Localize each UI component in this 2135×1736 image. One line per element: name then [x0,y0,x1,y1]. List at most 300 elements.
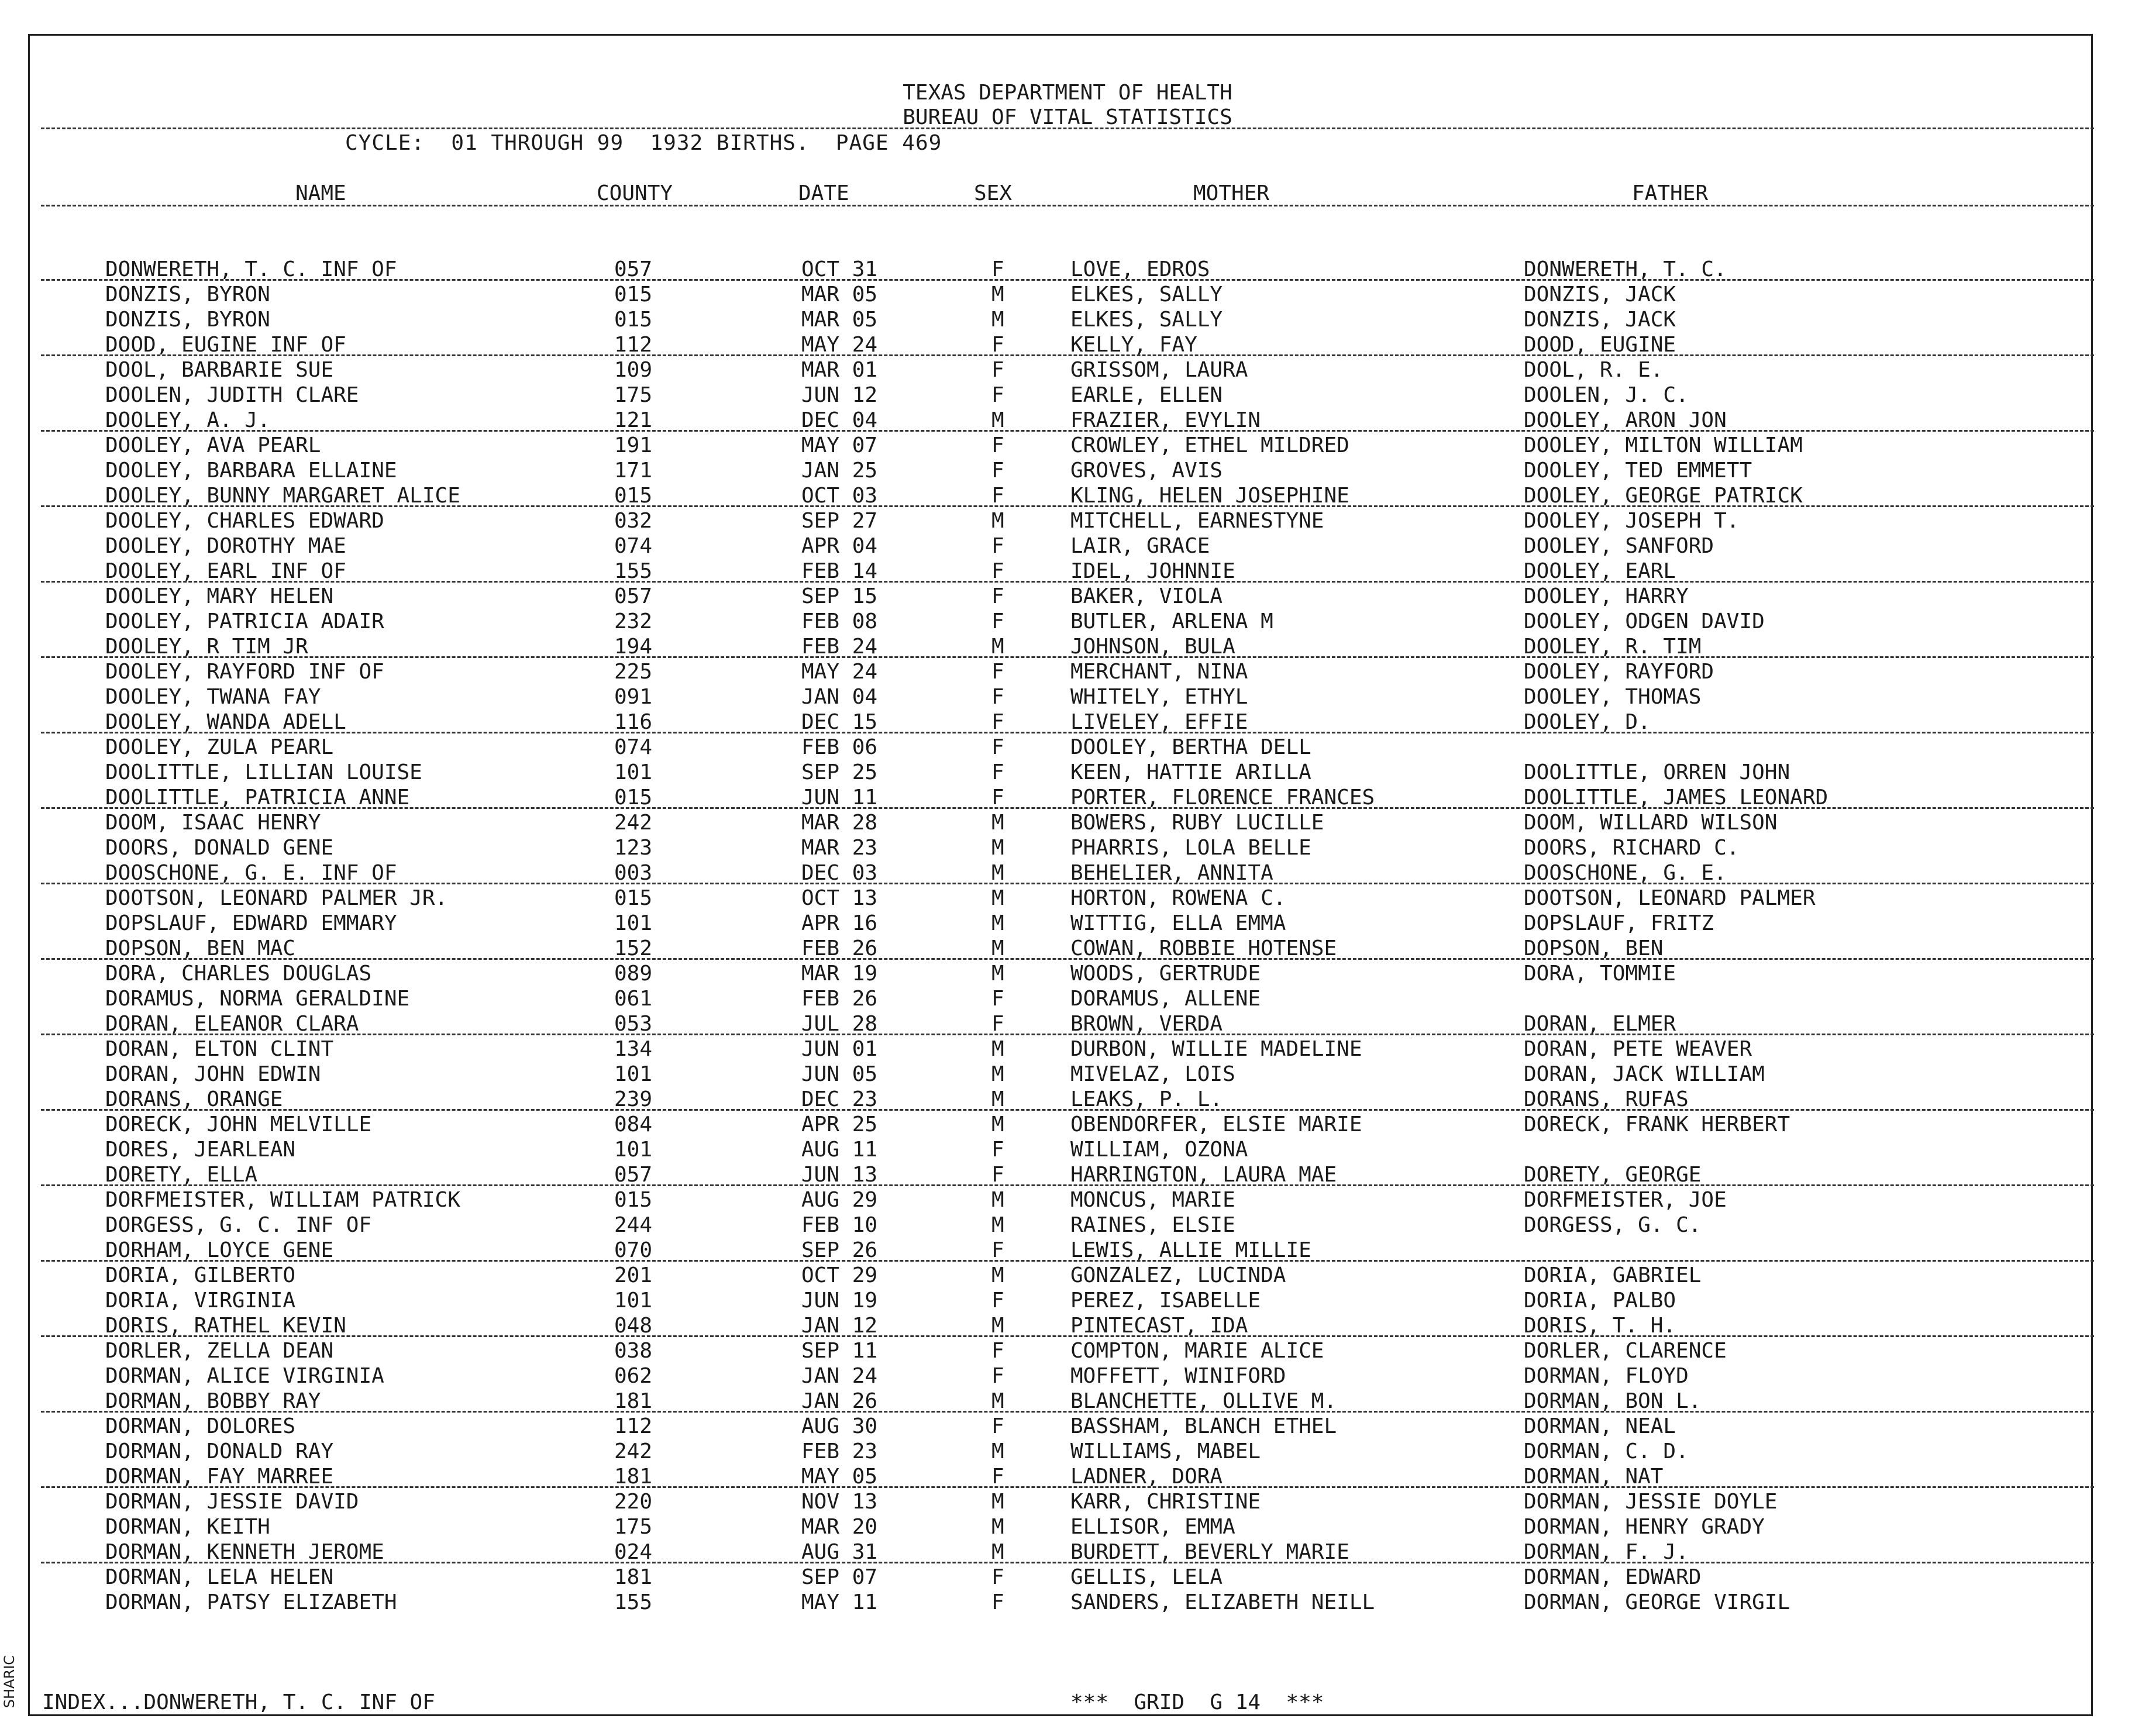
cell-sex: M [991,1263,1004,1287]
cell-date: SEP 07 [801,1565,878,1589]
cell-sex: F [991,1565,1004,1589]
cell-father: DORMAN, C. D. [1524,1439,1689,1463]
cell-sex: M [991,1389,1004,1413]
cell-sex: M [991,962,1004,986]
cell-sex: M [991,509,1004,533]
cell-county: 239 [614,1087,653,1111]
cell-father: DOPSLAUF, FRITZ [1524,911,1714,935]
row-rule [41,807,2094,809]
cell-father: DOOLITTLE, JAMES LEONARD [1524,786,1828,810]
cell-father: DORMAN, NEAL [1524,1414,1676,1438]
cell-county: 116 [614,710,653,734]
cell-county: 015 [614,1188,653,1212]
cell-mother: JOHNSON, BULA [1070,635,1235,659]
cell-name: DOOLEY, AVA PEARL [105,433,321,457]
cell-mother: WOODS, GERTRUDE [1070,962,1261,986]
cell-father: DOOLEY, HARRY [1524,584,1689,608]
cell-name: DOOM, ISAAC HENRY [105,811,321,835]
cell-mother: DORAMUS, ALLENE [1070,987,1261,1011]
cell-mother: WITTIG, ELLA EMMA [1070,911,1286,935]
cell-county: 175 [614,383,653,407]
cell-father: DORA, TOMMIE [1524,962,1676,986]
cell-sex: F [991,1414,1004,1438]
cycle-line: CYCLE: 01 THROUGH 99 1932 BIRTHS. PAGE 469 [345,131,942,155]
cell-date: NOV 13 [801,1490,878,1514]
cell-sex: F [991,1364,1004,1388]
cell-county: 181 [614,1389,653,1413]
cell-sex: M [991,1490,1004,1514]
cell-mother: WILLIAMS, MABEL [1070,1439,1261,1463]
cell-date: JUL 28 [801,1012,878,1036]
cell-name: DORMAN, DOLORES [105,1414,296,1438]
cell-sex: F [991,735,1004,759]
cell-date: JAN 12 [801,1314,878,1338]
cell-sex: F [991,358,1004,382]
table-row [0,811,2135,836]
cell-father: DONWERETH, T. C. [1524,257,1727,281]
cell-county: 181 [614,1465,653,1489]
cell-father: DOOD, EUGINE [1524,333,1676,357]
cell-date: APR 04 [801,534,878,558]
cell-date: JUN 19 [801,1289,878,1313]
cell-county: 175 [614,1515,653,1539]
cell-name: DOOTSON, LEONARD PALMER JR. [105,886,448,910]
cell-father: DORMAN, BON L. [1524,1389,1702,1413]
table-row [0,735,2135,760]
cell-sex: F [991,484,1004,508]
cell-date: FEB 24 [801,635,878,659]
table-row [0,911,2135,936]
cell-name: DONZIS, BYRON [105,308,270,332]
cell-sex: F [991,1289,1004,1313]
cell-date: MAY 05 [801,1465,878,1489]
cell-name: DOOLEY, BUNNY MARGARET ALICE [105,484,460,508]
cell-sex: M [991,1087,1004,1111]
cell-mother: LIVELEY, EFFIE [1070,710,1248,734]
cell-mother: BROWN, VERDA [1070,1012,1223,1036]
cell-date: APR 16 [801,911,878,935]
cell-sex: F [991,660,1004,684]
cell-date: OCT 03 [801,484,878,508]
cell-mother: GELLIS, LELA [1070,1565,1223,1589]
cell-sex: F [991,710,1004,734]
cell-sex: F [991,534,1004,558]
cell-mother: PORTER, FLORENCE FRANCES [1070,786,1375,810]
cell-father: DORANS, RUFAS [1524,1087,1689,1111]
cell-county: 155 [614,1590,653,1614]
cell-name: DORMAN, LELA HELEN [105,1565,334,1589]
table-row [0,1037,2135,1062]
table-row [0,1062,2135,1087]
cell-county: 057 [614,1163,653,1187]
cell-name: DOOLEY, A. J. [105,408,270,432]
cell-mother: WILLIAM, OZONA [1070,1138,1248,1162]
cell-father: DORMAN, HENRY GRADY [1524,1515,1765,1539]
cell-father: DORMAN, GEORGE VIRGIL [1524,1590,1790,1614]
cell-county: 003 [614,861,653,885]
cell-mother: MERCHANT, NINA [1070,660,1248,684]
cell-sex: F [991,685,1004,709]
cell-father: DORMAN, NAT [1524,1465,1664,1489]
row-rule [41,1034,2094,1035]
cell-name: DOOD, EUGINE INF OF [105,333,346,357]
row-rule [41,1335,2094,1337]
cell-mother: KLING, HELEN JOSEPHINE [1070,484,1349,508]
cell-name: DORETY, ELLA [105,1163,258,1187]
cell-county: 074 [614,534,653,558]
cell-name: DORMAN, PATSY ELIZABETH [105,1590,397,1614]
row-rule [41,883,2094,884]
row-rule [41,279,2094,281]
cell-date: SEP 25 [801,760,878,784]
cell-sex: F [991,333,1004,357]
cell-name: DORAN, ELTON CLINT [105,1037,334,1061]
table-row [0,534,2135,559]
cell-date: MAR 05 [801,308,878,332]
cell-father: DONZIS, JACK [1524,308,1676,332]
cell-sex: F [991,1163,1004,1187]
row-rule [41,581,2094,583]
table-row [0,308,2135,333]
cell-mother: PINTECAST, IDA [1070,1314,1248,1338]
cell-date: DEC 23 [801,1087,878,1111]
cell-name: DORMAN, ALICE VIRGINIA [105,1364,384,1388]
cell-mother: GROVES, AVIS [1070,459,1223,483]
cell-county: 225 [614,660,653,684]
cell-mother: SANDERS, ELIZABETH NEILL [1070,1590,1375,1614]
cell-mother: MOFFETT, WINIFORD [1070,1364,1286,1388]
cell-name: DONWERETH, T. C. INF OF [105,257,397,281]
cell-father: DONZIS, JACK [1524,283,1676,306]
cell-county: 242 [614,1439,653,1463]
cell-date: JUN 05 [801,1062,878,1086]
cell-mother: ELKES, SALLY [1070,308,1223,332]
cell-name: DOOLEN, JUDITH CLARE [105,383,359,407]
cell-county: 070 [614,1238,653,1262]
row-rule [41,354,2094,356]
cell-date: JAN 25 [801,459,878,483]
col-county: COUNTY [597,181,673,205]
cell-date: SEP 27 [801,509,878,533]
cell-county: 101 [614,1289,653,1313]
col-date: DATE [798,181,849,205]
table-row [0,383,2135,408]
cell-sex: F [991,1339,1004,1363]
table-row [0,836,2135,861]
cell-date: MAY 07 [801,433,878,457]
cell-father: DOOLEY, ODGEN DAVID [1524,609,1765,633]
cell-name: DORMAN, JESSIE DAVID [105,1490,359,1514]
header-rule [41,128,2094,129]
cell-county: 152 [614,936,653,960]
cell-date: JAN 26 [801,1389,878,1413]
cell-date: SEP 11 [801,1339,878,1363]
cell-date: FEB 23 [801,1439,878,1463]
cell-sex: M [991,283,1004,306]
cell-name: DORECK, JOHN MELVILLE [105,1112,372,1136]
cell-mother: BURDETT, BEVERLY MARIE [1070,1540,1349,1564]
cell-sex: F [991,584,1004,608]
cell-county: 015 [614,308,653,332]
cell-county: 074 [614,735,653,759]
cell-father: DOOM, WILLARD WILSON [1524,811,1778,835]
cell-sex: F [991,987,1004,1011]
table-row [0,509,2135,534]
cell-county: 057 [614,257,653,281]
cell-sex: F [991,1465,1004,1489]
cell-mother: BAKER, VIOLA [1070,584,1223,608]
cell-date: SEP 15 [801,584,878,608]
cell-county: 194 [614,635,653,659]
cell-name: DORAMUS, NORMA GERALDINE [105,987,410,1011]
cell-father: DOPSON, BEN [1524,936,1664,960]
cell-mother: DURBON, WILLIE MADELINE [1070,1037,1362,1061]
cell-sex: F [991,559,1004,583]
row-rule [41,505,2094,507]
cell-date: FEB 08 [801,609,878,633]
cell-mother: BASSHAM, BLANCH ETHEL [1070,1414,1337,1438]
cell-name: DOOLEY, WANDA ADELL [105,710,346,734]
cell-date: APR 25 [801,1112,878,1136]
cell-father: DOOLEY, R. TIM [1524,635,1702,659]
table-row [0,609,2135,635]
cell-mother: KELLY, FAY [1070,333,1197,357]
cell-mother: EARLE, ELLEN [1070,383,1223,407]
cell-county: 191 [614,433,653,457]
cell-mother: DOOLEY, BERTHA DELL [1070,735,1311,759]
cell-mother: COMPTON, MARIE ALICE [1070,1339,1324,1363]
cell-date: MAR 20 [801,1515,878,1539]
cell-sex: M [991,936,1004,960]
cell-name: DORHAM, LOYCE GENE [105,1238,334,1262]
header-line2: BUREAU OF VITAL STATISTICS [903,105,1232,129]
cell-date: MAR 01 [801,358,878,382]
cell-county: 181 [614,1565,653,1589]
table-row [0,459,2135,484]
cell-name: DORAN, JOHN EDWIN [105,1062,321,1086]
cell-name: DORIA, GILBERTO [105,1263,296,1287]
row-rule [41,430,2094,432]
cell-name: DORMAN, KENNETH JEROME [105,1540,384,1564]
cell-father: DOOLITTLE, ORREN JOHN [1524,760,1790,784]
cell-sex: M [991,1213,1004,1237]
cell-father: DORAN, JACK WILLIAM [1524,1062,1765,1086]
cell-sex: F [991,257,1004,281]
cell-date: DEC 03 [801,861,878,885]
cell-sex: F [991,433,1004,457]
cell-father: DOOLEY, RAYFORD [1524,660,1714,684]
cell-father: DORMAN, JESSIE DOYLE [1524,1490,1778,1514]
cell-date: MAY 24 [801,660,878,684]
row-rule [41,1260,2094,1262]
cell-name: DORMAN, KEITH [105,1515,270,1539]
cell-name: DOOLEY, ZULA PEARL [105,735,334,759]
cell-county: 032 [614,509,653,533]
table-row [0,1112,2135,1138]
cell-date: JUN 01 [801,1037,878,1061]
cell-mother: LOVE, EDROS [1070,257,1210,281]
cell-sex: F [991,1590,1004,1614]
cell-father: DOOLEY, THOMAS [1524,685,1702,709]
cell-father: DORAN, PETE WEAVER [1524,1037,1752,1061]
cell-county: 057 [614,584,653,608]
cell-name: DOOLEY, R TIM JR [105,635,308,659]
cell-county: 155 [614,559,653,583]
cell-father: DOOLEY, TED EMMETT [1524,459,1752,483]
cell-father: DORETY, GEORGE [1524,1163,1702,1187]
cell-mother: BOWERS, RUBY LUCILLE [1070,811,1324,835]
row-rule [41,958,2094,960]
cell-date: JUN 11 [801,786,878,810]
cell-mother: BEHELIER, ANNITA [1070,861,1273,885]
cell-date: MAY 24 [801,333,878,357]
cell-sex: M [991,861,1004,885]
cell-father: DORIA, PALBO [1524,1289,1676,1313]
cell-county: 038 [614,1339,653,1363]
cell-name: DORA, CHARLES DOUGLAS [105,962,372,986]
cell-name: DOOLEY, EARL INF OF [105,559,346,583]
header-line1: TEXAS DEPARTMENT OF HEALTH [903,81,1232,105]
cell-mother: PHARRIS, LOLA BELLE [1070,836,1311,860]
cell-sex: F [991,1138,1004,1162]
cell-county: 024 [614,1540,653,1564]
row-rule [41,1486,2094,1488]
cell-mother: LADNER, DORA [1070,1465,1223,1489]
cell-sex: M [991,911,1004,935]
cell-date: MAR 19 [801,962,878,986]
cell-county: 061 [614,987,653,1011]
cell-father: DOOSCHONE, G. E. [1524,861,1727,885]
cell-county: 101 [614,760,653,784]
cell-name: DOOLEY, PATRICIA ADAIR [105,609,384,633]
cell-mother: GONZALEZ, LUCINDA [1070,1263,1286,1287]
footer-index: INDEX...DONWERETH, T. C. INF OF [42,1690,435,1714]
cell-father: DOOTSON, LEONARD PALMER [1524,886,1816,910]
cell-sex: F [991,786,1004,810]
table-row [0,660,2135,685]
cell-sex: M [991,1540,1004,1564]
cell-county: 091 [614,685,653,709]
cell-sex: F [991,1012,1004,1036]
table-row [0,987,2135,1012]
cell-county: 015 [614,886,653,910]
cell-sex: F [991,383,1004,407]
cell-name: DOOLITTLE, LILLIAN LOUISE [105,760,422,784]
cell-name: DORFMEISTER, WILLIAM PATRICK [105,1188,460,1212]
cell-sex: M [991,886,1004,910]
cell-father: DORLER, CLARENCE [1524,1339,1727,1363]
cell-name: DOORS, DONALD GENE [105,836,334,860]
cell-father: DORGESS, G. C. [1524,1213,1702,1237]
cell-father: DOOLEY, ARON JON [1524,408,1727,432]
cell-name: DOOLEY, TWANA FAY [105,685,321,709]
cell-father: DORIS, T. H. [1524,1314,1676,1338]
cell-name: DORMAN, DONALD RAY [105,1439,334,1463]
cell-mother: HORTON, ROWENA C. [1070,886,1286,910]
table-row [0,1364,2135,1389]
cell-father: DOOLEY, JOSEPH T. [1524,509,1740,533]
cell-name: DORGESS, G. C. INF OF [105,1213,372,1237]
row-rule [41,656,2094,658]
cell-county: 123 [614,836,653,860]
cell-county: 089 [614,962,653,986]
table-row [0,760,2135,786]
cell-date: AUG 29 [801,1188,878,1212]
cell-sex: F [991,459,1004,483]
cell-father: DORFMEISTER, JOE [1524,1188,1727,1212]
cell-county: 232 [614,609,653,633]
cell-county: 053 [614,1012,653,1036]
cell-mother: MONCUS, MARIE [1070,1188,1235,1212]
cell-county: 101 [614,911,653,935]
cell-sex: M [991,836,1004,860]
cell-sex: M [991,811,1004,835]
cell-father: DORAN, ELMER [1524,1012,1676,1036]
col-father: FATHER [1632,181,1709,205]
cell-mother: LEAKS, P. L. [1070,1087,1223,1111]
cell-mother: HARRINGTON, LAURA MAE [1070,1163,1337,1187]
cell-father: DOOLEY, EARL [1524,559,1676,583]
cell-sex: F [991,1238,1004,1262]
cell-father: DORIA, GABRIEL [1524,1263,1702,1287]
cell-name: DOOLEY, BARBARA ELLAINE [105,459,397,483]
table-row [0,1339,2135,1364]
cell-mother: BLANCHETTE, OLLIVE M. [1070,1389,1337,1413]
cell-county: 201 [614,1263,653,1287]
cell-name: DONZIS, BYRON [105,283,270,306]
cell-name: DOPSON, BEN MAC [105,936,296,960]
cell-date: SEP 26 [801,1238,878,1262]
table-row [0,1263,2135,1289]
cell-date: OCT 31 [801,257,878,281]
cell-sex: M [991,1112,1004,1136]
cell-sex: M [991,1515,1004,1539]
cell-date: FEB 10 [801,1213,878,1237]
cell-county: 242 [614,811,653,835]
cell-name: DOOLITTLE, PATRICIA ANNE [105,786,410,810]
cell-date: DEC 15 [801,710,878,734]
cell-county: 101 [614,1138,653,1162]
cell-mother: OBENDORFER, ELSIE MARIE [1070,1112,1362,1136]
cell-mother: LAIR, GRACE [1070,534,1210,558]
table-row [0,1138,2135,1163]
cell-father: DORMAN, F. J. [1524,1540,1689,1564]
cell-county: 109 [614,358,653,382]
cell-date: MAR 28 [801,811,878,835]
cell-father: DOOLEY, SANFORD [1524,534,1714,558]
cell-date: JUN 12 [801,383,878,407]
cell-date: JAN 04 [801,685,878,709]
cell-mother: KEEN, HATTIE ARILLA [1070,760,1311,784]
cell-county: 112 [614,333,653,357]
cell-father: DOOLEY, MILTON WILLIAM [1524,433,1803,457]
footer-grid: *** GRID G 14 *** [1070,1690,1324,1714]
cell-name: DOOLEY, CHARLES EDWARD [105,509,384,533]
table-row [0,1289,2135,1314]
table-row [0,1439,2135,1465]
cell-date: DEC 04 [801,408,878,432]
cell-mother: GRISSOM, LAURA [1070,358,1248,382]
cell-sex: M [991,1439,1004,1463]
row-rule [41,1109,2094,1111]
cell-father: DOOLEY, D. [1524,710,1651,734]
row-rule [41,1411,2094,1413]
cell-county: 015 [614,484,653,508]
cell-county: 244 [614,1213,653,1237]
cell-date: AUG 31 [801,1540,878,1564]
row-rule [41,732,2094,733]
cell-mother: ELLISOR, EMMA [1070,1515,1235,1539]
